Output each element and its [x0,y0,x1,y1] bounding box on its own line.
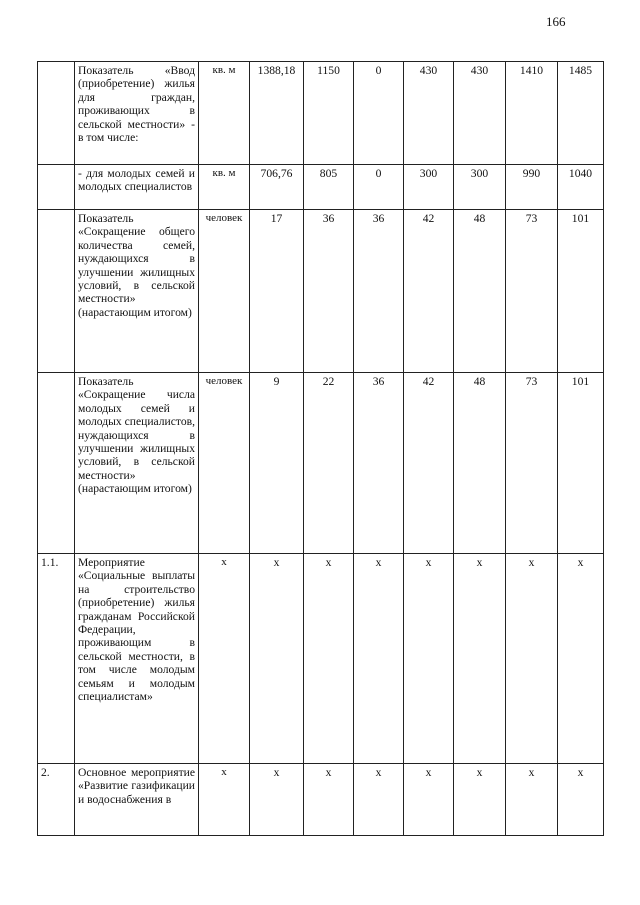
row-number: 1.1. [38,554,75,764]
row-number [38,165,75,210]
value-cell: х [404,554,454,764]
value-cell: 17 [250,210,304,373]
table-row [38,373,604,554]
value-cell: х [250,554,304,764]
indicator-description: Показатель «Сокращение общего количества семей, нуждающихся в улучшении жилищных условий, в сельской местности» (нарастающим итогом) [75,210,199,373]
value-cell: 805 [304,165,354,210]
value-cell: 1388,18 [250,62,304,165]
value-cell: х [506,554,558,764]
value-cell: х [304,554,354,764]
value-cell: х [404,764,454,836]
value-cell: 73 [506,210,558,373]
row-number [38,62,75,165]
indicator-description: Мероприятие «Социальные выплаты на строительство (приобретение) жилья гражданам Российской Федерации, проживающим в сельской местности, в том числе молодым семьям и молодым специалистам» [75,554,199,764]
value-cell: 22 [304,373,354,554]
value-cell: 0 [354,165,404,210]
value-cell: 36 [354,210,404,373]
unit-cell: человек [199,210,250,373]
indicator-description: Показатель «Сокращение числа молодых семей и молодых специалистов, нуждающихся в улучшении жилищных условий, в сельской местности» (нарастающим итогом) [75,373,199,554]
value-cell: 48 [454,210,506,373]
value-cell: 1485 [558,62,604,165]
unit-cell: кв. м [199,62,250,165]
indicators-table [37,61,604,836]
value-cell: 706,76 [250,165,304,210]
value-cell: 1150 [304,62,354,165]
table-row [38,210,604,373]
value-cell: х [506,764,558,836]
value-cell: х [558,764,604,836]
table-row [38,62,604,165]
value-cell: 42 [404,210,454,373]
row-number: 2. [38,764,75,836]
page-number: 166 [546,14,566,29]
unit-cell: х [199,554,250,764]
unit-cell: х [199,764,250,836]
value-cell: х [354,554,404,764]
value-cell: х [558,554,604,764]
value-cell: 9 [250,373,304,554]
value-cell: 36 [354,373,404,554]
table-row [38,554,604,764]
value-cell: 430 [404,62,454,165]
value-cell: 1410 [506,62,558,165]
unit-cell: кв. м [199,165,250,210]
table-row [38,764,604,836]
indicator-description: - для молодых семей и молодых специалистов [75,165,199,210]
indicator-description: Показатель «Ввод (приобретение) жилья для граждан, проживающих в сельской местности» - в том числе: [75,62,199,165]
value-cell: х [304,764,354,836]
value-cell: 1040 [558,165,604,210]
value-cell: х [354,764,404,836]
value-cell: 0 [354,62,404,165]
value-cell: х [454,764,506,836]
value-cell: 300 [404,165,454,210]
table-body [38,62,604,836]
table-row [38,165,604,210]
value-cell: х [454,554,506,764]
value-cell: 300 [454,165,506,210]
value-cell: 48 [454,373,506,554]
row-number [38,373,75,554]
value-cell: 101 [558,210,604,373]
value-cell: х [250,764,304,836]
value-cell: 990 [506,165,558,210]
value-cell: 36 [304,210,354,373]
indicator-description: Основное мероприятие «Развитие газификации и водоснабжения в [75,764,199,836]
row-number [38,210,75,373]
value-cell: 430 [454,62,506,165]
value-cell: 101 [558,373,604,554]
unit-cell: человек [199,373,250,554]
value-cell: 73 [506,373,558,554]
value-cell: 42 [404,373,454,554]
